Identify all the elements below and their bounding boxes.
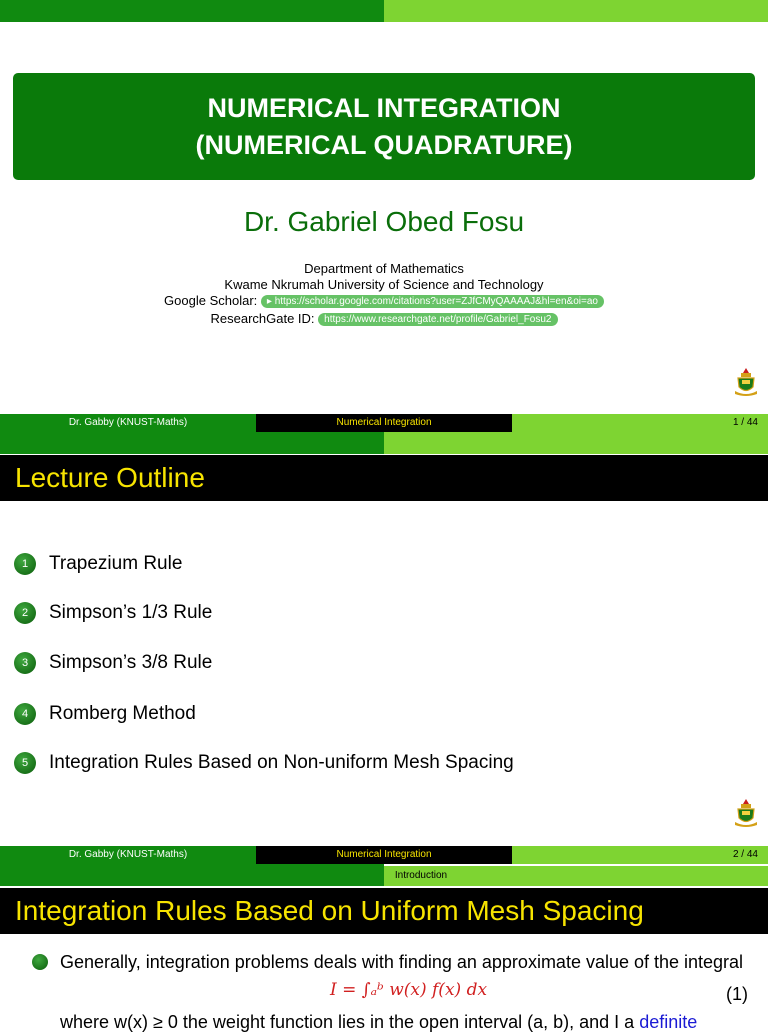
equation-number: (1): [726, 984, 748, 1004]
slide3-heading: Integration Rules Based on Uniform Mesh Spacing: [0, 888, 768, 934]
top-bar-left-2: [0, 432, 384, 454]
footer-slide-1: [0, 414, 768, 432]
outline-number: 2: [14, 602, 36, 624]
university: Kwame Nkrumah University of Science and Technology: [224, 277, 544, 292]
knust-crest-icon: [733, 798, 759, 828]
outline-number: 3: [14, 652, 36, 674]
researchgate-link[interactable]: https://www.researchgate.net/profile/Gabriel_Fosu2: [318, 313, 557, 326]
continuation-text: where w(x) ≥ 0 the weight function lies in the open interval (a, b), and I a: [60, 1012, 635, 1032]
google-scholar-line: [0, 293, 768, 309]
footer-page-number: 2 / 44: [512, 846, 768, 864]
google-scholar-link[interactable]: ▸ https://scholar.google.com/citations?user=ZJfCMyQAAAAJ&hl=en&oi=ao: [261, 295, 604, 308]
bullet-icon: [32, 954, 48, 970]
outline-label: Trapezium Rule: [49, 553, 183, 574]
researchgate-line: [0, 311, 768, 327]
outline-label: Integration Rules Based on Non-uniform Mesh Spacing: [49, 752, 514, 773]
outline-label: Simpson’s 3/8 Rule: [49, 652, 213, 673]
top-bar-left: [0, 0, 384, 22]
definite-link[interactable]: definite: [639, 1012, 698, 1032]
footer-slide-2: [0, 846, 768, 864]
knust-crest-icon: [733, 367, 759, 397]
outline-heading: Lecture Outline: [0, 455, 768, 501]
footer-title: Numerical Integration: [256, 414, 512, 432]
title-line-1: NUMERICAL INTEGRATION: [207, 93, 561, 123]
outline-number: 5: [14, 752, 36, 774]
author-name: Dr. Gabriel Obed Fosu: [243, 206, 525, 237]
outline-number: 1: [14, 553, 36, 575]
footer-title: Numerical Integration: [256, 846, 512, 864]
title-line-2: (NUMERICAL QUADRATURE): [195, 130, 573, 160]
footer-author: Dr. Gabby (KNUST-Maths): [0, 414, 256, 432]
top-bar-right-2: [384, 432, 768, 454]
title-block: [13, 73, 755, 180]
integral-equation: I = ∫ₐᵇ w(x) f(x) dx: [330, 980, 488, 1000]
slide3-continuation: [60, 1012, 697, 1033]
department: Department of Mathematics: [304, 261, 464, 276]
footer-author: Dr. Gabby (KNUST-Maths): [0, 846, 256, 864]
top-bar-left-3: [0, 864, 384, 886]
researchgate-label: ResearchGate ID:: [210, 311, 315, 326]
top-bar-right: [384, 0, 768, 22]
outline-label: Romberg Method: [49, 703, 196, 724]
outline-label: Simpson’s 1/3 Rule: [49, 602, 213, 623]
subsection-label: Introduction: [394, 870, 448, 881]
google-scholar-label: Google Scholar:: [164, 293, 258, 308]
google-scholar-url[interactable]: https://scholar.google.com/citations?user=ZJfCMyQAAAAJ&hl=en&oi=ao: [274, 296, 598, 307]
footer-page-number: 1 / 44: [512, 414, 768, 432]
slide3-bullet-text: Generally, integration problems deals with finding an approximate value of the integral: [60, 952, 744, 972]
outline-number: 4: [14, 703, 36, 725]
affiliation-block: [0, 261, 768, 327]
